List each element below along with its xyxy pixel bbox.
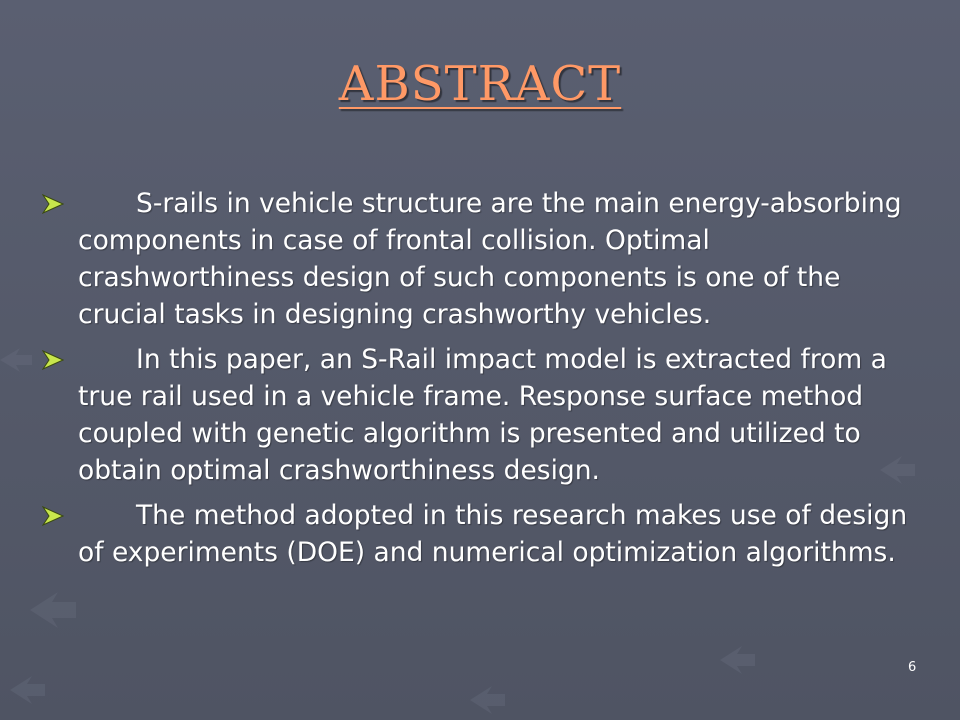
arrowhead-bullet-icon — [42, 506, 64, 526]
bullet-item — [42, 341, 922, 489]
slide-title: ABSTRACT — [338, 56, 622, 112]
page-number: 6 — [908, 660, 917, 675]
bullet-text: In this paper, an S-Rail impact model is extracted from a true rail used in a vehicle frame. Response surface method coupled with genetic algorithm is presented and utilized to obtain optimal crashworthiness design. — [78, 344, 887, 486]
bullet-text: The method adopted in this research makes use of design of experiments (DOE) and numerical optimization algorithms. — [78, 500, 908, 568]
bullet-list — [42, 185, 922, 579]
arrowhead-bullet-icon — [42, 350, 64, 370]
bullet-item — [42, 185, 922, 333]
arrowhead-bullet-icon — [42, 194, 64, 214]
bullet-item — [42, 497, 922, 571]
bullet-text: S-rails in vehicle structure are the main energy-absorbing components in case of frontal collision. Optimal crashworthiness design of such components is one of the crucial tasks in designing crashworthy vehicles. — [78, 188, 902, 330]
